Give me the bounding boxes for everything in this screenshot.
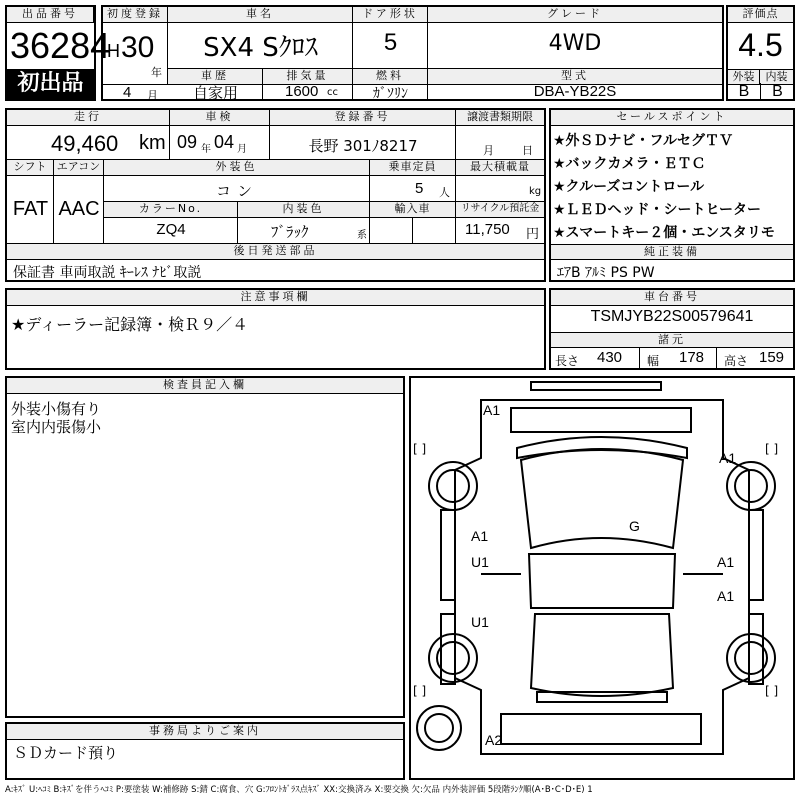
sales-point: ★スマートキー２個・エンスタリモ bbox=[553, 225, 775, 241]
transfer-day: 日 bbox=[522, 144, 533, 157]
score-label: 評価点 bbox=[728, 7, 793, 23]
grade-value: 4WD bbox=[548, 31, 602, 56]
office-label: 事務局よりご案内 bbox=[7, 724, 403, 740]
chassis-box bbox=[549, 288, 795, 370]
height-value: 159 bbox=[759, 349, 785, 366]
transfer-label: 譲渡書類期限 bbox=[456, 110, 544, 126]
inspector-note: 外装小傷有り bbox=[11, 400, 102, 418]
era-mark: H bbox=[107, 41, 120, 61]
inspector-note: 室内内張傷小 bbox=[11, 418, 102, 436]
first-reg-month: 4 bbox=[123, 84, 132, 101]
grade-label: グレード bbox=[428, 7, 722, 23]
damage-mark: A2 bbox=[485, 732, 503, 748]
car-name-label: 車名 bbox=[168, 7, 353, 23]
width-label: 幅 bbox=[647, 354, 660, 368]
capacity-label: 乗車定員 bbox=[370, 160, 456, 176]
year-unit: 年 bbox=[151, 66, 162, 79]
history-label: 車歴 bbox=[168, 69, 263, 85]
first-listing-badge: 初出品 bbox=[7, 69, 94, 99]
inspection-year-unit: 年 bbox=[201, 144, 211, 155]
later-parts-value: 保証書 車両取説 ｷｰﾚｽ ﾅﾋﾞ取説 bbox=[13, 265, 202, 281]
bracket-mark: [ ] bbox=[765, 684, 779, 698]
capacity-unit: 人 bbox=[439, 186, 450, 199]
sales-point: ★バックカメラ・ＥＴＣ bbox=[553, 156, 706, 172]
shift-value: FAT bbox=[12, 198, 49, 220]
sales-point: ★外ＳＤナビ・フルセグＴＶ bbox=[553, 133, 733, 149]
height-label: 高さ bbox=[724, 354, 749, 368]
damage-mark: A1 bbox=[717, 554, 735, 570]
exterior-color-label: 外装色 bbox=[104, 160, 370, 176]
office-box bbox=[5, 722, 405, 780]
sales-point: ★クルーズコントロール bbox=[553, 179, 705, 195]
model-value: DBA-YB22S bbox=[533, 83, 617, 100]
max-load-label: 最大積載量 bbox=[456, 160, 544, 176]
mileage-label: 走行 bbox=[7, 110, 170, 126]
length-label: 長さ bbox=[555, 354, 580, 368]
lot-number: 36284 bbox=[10, 25, 111, 66]
damage-mark: G bbox=[629, 518, 640, 534]
exterior-grade-label: 外装 bbox=[728, 69, 760, 85]
door-label: ドア形状 bbox=[353, 7, 428, 23]
sales-points-label: セールスポイント bbox=[551, 110, 793, 126]
damage-mark: U1 bbox=[471, 554, 489, 570]
length-value: 430 bbox=[597, 349, 623, 366]
standard-equipment-value: ｴｱB ｱﾙﾐ PS PW bbox=[557, 265, 655, 281]
color-no-value: ZQ4 bbox=[156, 221, 186, 238]
later-parts-label: 後日発送部品 bbox=[7, 244, 544, 260]
history-value: 自家用 bbox=[192, 84, 238, 102]
inspection-month: 04 bbox=[214, 132, 235, 152]
bracket-mark: [ ] bbox=[765, 442, 779, 456]
exterior-grade: B bbox=[738, 83, 750, 100]
interior-color-suffix: 系 bbox=[357, 230, 367, 241]
ac-value: AAC bbox=[58, 198, 100, 220]
notes-box bbox=[5, 288, 546, 370]
dimensions-label: 諸元 bbox=[551, 332, 793, 348]
displacement-value: 1600 bbox=[285, 83, 319, 100]
plate-label: 登録番号 bbox=[270, 110, 456, 126]
displacement-label: 排気量 bbox=[263, 69, 353, 85]
interior-grade-label: 内装 bbox=[760, 69, 793, 85]
first-reg-label: 初度登録 bbox=[103, 7, 168, 23]
recycle-unit: 円 bbox=[526, 227, 540, 242]
sales-points-box bbox=[549, 108, 795, 282]
notes-label: 注意事項欄 bbox=[7, 290, 544, 306]
chassis-number: TSMJYB22S00579641 bbox=[590, 308, 754, 325]
standard-equipment-label: 純正装備 bbox=[551, 244, 793, 260]
lot-number-label: 出品番号 bbox=[7, 7, 94, 23]
mileage-value: 49,460 bbox=[51, 131, 119, 156]
inspection-year: 09 bbox=[177, 132, 198, 152]
exterior-color-value: コン bbox=[215, 182, 258, 200]
model-label: 型式 bbox=[428, 69, 722, 85]
damage-mark: A1 bbox=[483, 402, 501, 418]
lot-number-box bbox=[5, 5, 111, 101]
office-text: ＳＤカード預り bbox=[13, 744, 119, 762]
damage-diagram bbox=[409, 376, 795, 780]
inspection-label: 車検 bbox=[170, 110, 270, 126]
score-value: 4.5 bbox=[738, 27, 783, 63]
damage-mark: U1 bbox=[471, 614, 489, 630]
damage-mark: A1 bbox=[719, 450, 737, 466]
door-value: 5 bbox=[383, 29, 398, 56]
vehicle-header bbox=[101, 5, 724, 101]
interior-color-label: 内装色 bbox=[238, 202, 370, 218]
chassis-label: 車台番号 bbox=[551, 290, 793, 306]
inspection-month-unit: 月 bbox=[237, 144, 247, 155]
car-name: SX4 Sｸﾛｽ bbox=[203, 33, 318, 63]
interior-color-value: ﾌﾞﾗｯｸ bbox=[271, 223, 309, 241]
score-box bbox=[726, 5, 795, 101]
import-label: 輸入車 bbox=[370, 202, 456, 218]
width-value: 178 bbox=[679, 349, 705, 366]
damage-mark: A1 bbox=[471, 528, 489, 544]
legend: A:ｷｽﾞ U:ﾍｺﾐ B:ｷｽﾞを伴うﾍｺﾐ P:要塗装 W:補修跡 S:錆 C:腐食、穴 G:ﾌﾛﾝﾄｶﾞﾗｽ点ｷｽﾞ XX:交換済み X:要交換 欠:欠品 内外装評価 5段階ﾗﾝｸ順(A･B･C･D･E) 1 bbox=[5, 785, 593, 795]
shift-label: シフト bbox=[7, 160, 54, 176]
damage-mark: A1 bbox=[717, 588, 735, 604]
bracket-mark: [ ] bbox=[413, 442, 427, 456]
notes-text: ★ディーラー記録簿・検Ｒ９／４ bbox=[11, 315, 249, 334]
color-no-label: カラーNo. bbox=[104, 202, 238, 218]
fuel-label: 燃料 bbox=[353, 69, 428, 85]
recycle-label: リサイクル預託金 bbox=[456, 202, 544, 218]
inspector-box bbox=[5, 376, 405, 718]
mileage-unit: km bbox=[139, 132, 166, 154]
interior-grade: B bbox=[760, 83, 794, 99]
first-reg-year: 30 bbox=[121, 31, 155, 64]
fuel-value: ｶﾞｿﾘﾝ bbox=[373, 86, 408, 102]
max-load-unit: kg bbox=[529, 186, 542, 197]
details-grid bbox=[5, 108, 546, 282]
ac-label: エアコン bbox=[54, 160, 104, 176]
bracket-mark: [ ] bbox=[413, 684, 427, 698]
inspector-label: 検査員記入欄 bbox=[7, 378, 403, 394]
sales-point: ★ＬＥＤヘッド・シートヒーター bbox=[553, 202, 761, 218]
transfer-month: 月 bbox=[483, 144, 494, 157]
capacity-value: 5 bbox=[415, 180, 424, 197]
recycle-value: 11,750 bbox=[465, 221, 510, 238]
month-unit: 月 bbox=[147, 89, 158, 102]
displacement-unit: cc bbox=[327, 87, 338, 98]
car-outline bbox=[411, 378, 793, 778]
plate-value: 長野 301ﾉ8217 bbox=[308, 137, 418, 155]
